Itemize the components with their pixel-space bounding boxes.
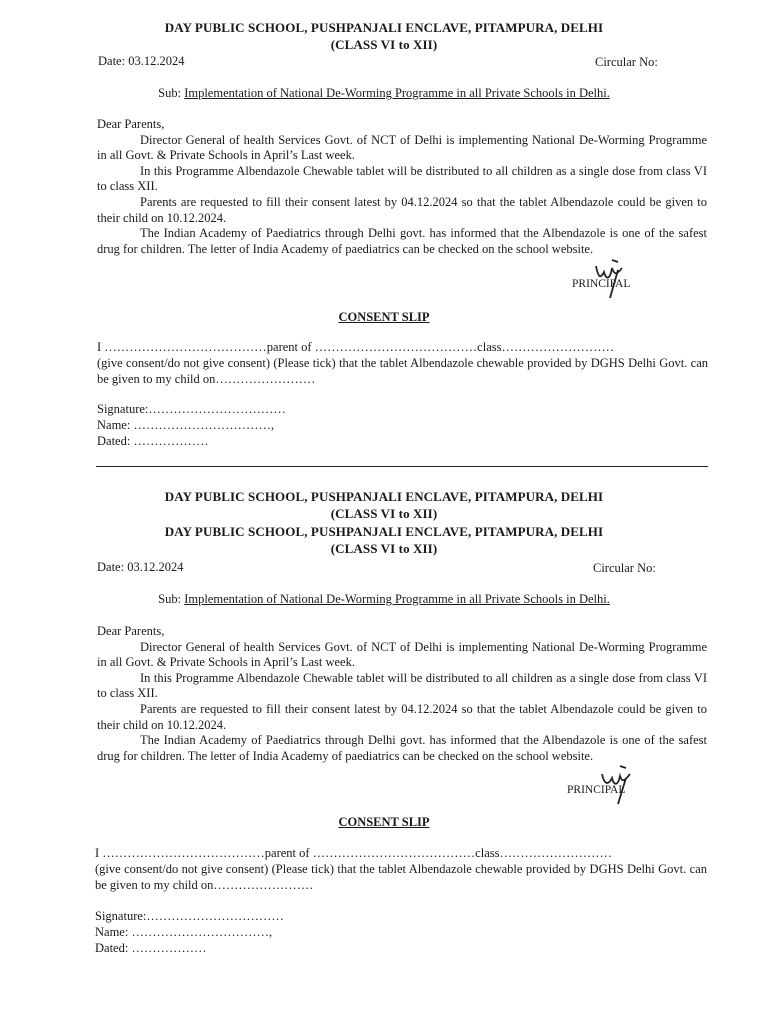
consent-text-bottom [95,862,707,893]
circular-body-bottom [97,624,707,764]
circular-number-label-top: Circular No: [595,55,658,69]
subject-line-bottom [0,592,768,607]
circular-date-top: Date: 03.12.2024 [98,54,185,68]
school-classes-bottom-1: (CLASS VI to XII) [330,506,438,521]
consent-text-top [97,356,708,387]
consent-slip-title-top: CONSENT SLIP [338,310,430,324]
consent-line-2: (give consent/do not give consent) (Please tick) that the tablet Albendazole chewable provided by DGHS Delhi Govt. can be given to my child on…………………… [95,862,707,892]
circular-date-bottom: Date: 03.12.2024 [97,560,184,574]
school-classes-top: (CLASS VI to XII) [330,37,438,52]
signature-field-bottom: Signature:…………………………… [95,909,284,923]
circular-body-top [97,117,707,257]
subject-prefix: Sub: [158,86,182,100]
subject-text: Implementation of National De-Worming Programme in all Private Schools in Delhi. [184,86,610,100]
signature-mark-bottom-icon [594,756,646,808]
paragraph-2: In this Programme Albendazole Chewable tablet will be distributed to all children as a single dose from class VI to class XII. [97,163,707,194]
school-classes-bottom-2: (CLASS VI to XII) [330,541,438,556]
subject-prefix: Sub: [158,592,182,606]
signature-field-top: Signature:…………………………… [97,402,286,416]
divider-rule [96,466,708,467]
dated-field-bottom: Dated: ……………… [95,941,207,955]
school-name-bottom-1: DAY PUBLIC SCHOOL, PUSHPANJALI ENCLAVE, PITAMPURA, DELHI [164,489,604,504]
signature-mark-top-icon [588,250,640,302]
principal-label-bottom: PRINCIPAL [567,784,626,796]
circular-number-label-bottom: Circular No: [593,561,656,575]
consent-line-1-bottom: I …………………………………parent of …………………………………class……………………… [95,846,612,860]
paragraph-3: Parents are requested to fill their consent latest by 04.12.2024 so that the tablet Albendazole could be given to their child on 10.12.2024. [97,194,707,225]
name-field-bottom: Name: ……………………………, [95,925,273,939]
paragraph-3: Parents are requested to fill their consent latest by 04.12.2024 so that the tablet Albendazole could be given to their child on 10.12.2024. [97,701,707,732]
dated-field-top: Dated: ……………… [97,434,209,448]
salutation: Dear Parents, [97,117,165,131]
paragraph-4: The Indian Academy of Paediatrics through Delhi govt. has informed that the Albendazole is one of the safest drug for children. The letter of India Academy of paediatrics can be checked on the school website. [97,733,707,763]
name-field-top: Name: ……………………………, [97,418,275,432]
school-name-bottom-2: DAY PUBLIC SCHOOL, PUSHPANJALI ENCLAVE, PITAMPURA, DELHI [164,524,604,539]
paragraph-1: Director General of health Services Govt. of NCT of Delhi is implementing National De-Worming Programme in all Govt. & Private Schools in April’s Last week. [97,132,707,163]
consent-line-1-top: I …………………………………parent of …………………………………class……………………… [97,340,614,354]
paragraph-1: Director General of health Services Govt. of NCT of Delhi is implementing National De-Worming Programme in all Govt. & Private Schools in April’s Last week. [97,639,707,670]
consent-line-2: (give consent/do not give consent) (Please tick) that the tablet Albendazole chewable provided by DGHS Delhi Govt. can be given to my child on…………………… [97,356,708,386]
subject-text: Implementation of National De-Worming Programme in all Private Schools in Delhi. [184,592,610,606]
consent-slip-title-bottom: CONSENT SLIP [338,815,430,829]
paragraph-2: In this Programme Albendazole Chewable tablet will be distributed to all children as a single dose from class VI to class XII. [97,670,707,701]
subject-line-top [0,86,768,101]
paragraph-4: The Indian Academy of Paediatrics through Delhi govt. has informed that the Albendazole is one of the safest drug for children. The letter of India Academy of paediatrics can be checked on the school website. [97,226,707,256]
school-name-top: DAY PUBLIC SCHOOL, PUSHPANJALI ENCLAVE, PITAMPURA, DELHI [164,20,604,35]
principal-label-top: PRINCIPAL [572,278,631,290]
salutation: Dear Parents, [97,624,165,638]
